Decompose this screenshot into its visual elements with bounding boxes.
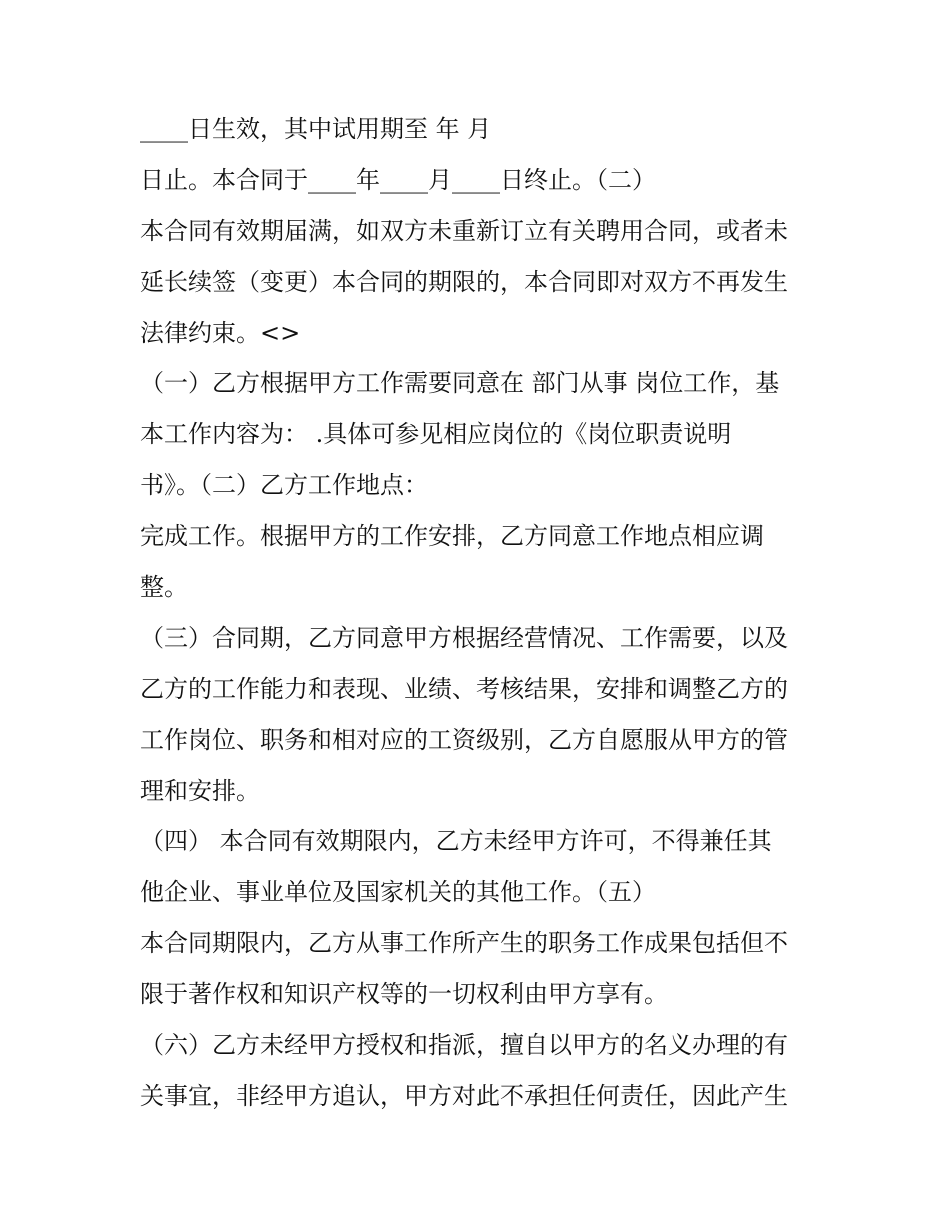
text-line: 他企业、事业单位及国家机关的其他工作。（五） <box>140 878 656 907</box>
text-line: 本合同期限内，乙方从事工作所产生的职务工作成果包括但不 <box>140 929 788 958</box>
text-line: （四） 本合同有效期限内，乙方未经甲方许可，不得兼任其 <box>140 827 772 856</box>
text-line: ____日生效，其中试用期至 年 月 <box>140 115 492 143</box>
contract-text <box>140 104 820 1122</box>
text-line: 乙方的工作能力和表现、业绩、考核结果，安排和调整乙方的 <box>140 674 788 703</box>
text-line: 完成工作。根据甲方的工作安排，乙方同意工作地点相应调 <box>140 522 764 551</box>
text-line: 法律约束。<> <box>140 318 301 347</box>
text-line: （三）合同期，乙方同意甲方根据经营情况、工作需要，以及 <box>140 623 788 652</box>
text-line: 本工作内容为： .具体可参见相应岗位的《岗位职责说明 <box>140 420 732 449</box>
text-line: 延长续签（变更）本合同的期限的，本合同即对双方不再发生 <box>140 267 788 296</box>
text-line: 书》。（二）乙方工作地点： <box>140 471 428 500</box>
text-line: 日止。本合同于____年____月____日终止。（二） <box>140 165 656 194</box>
text-line: 理和安排。 <box>140 776 260 805</box>
text-line: （六）乙方未经甲方授权和指派，擅自以甲方的名义办理的有 <box>140 1031 788 1060</box>
text-line: 限于著作权和知识产权等的一切权利由甲方享有。 <box>140 980 668 1009</box>
text-line: （一）乙方根据甲方工作需要同意在 部门从事 岗位工作，基 <box>140 369 780 398</box>
text-line: 本合同有效期届满，如双方未重新订立有关聘用合同，或者未 <box>140 216 788 245</box>
text-line: 工作岗位、职务和相对应的工资级别，乙方自愿服从甲方的管 <box>140 725 788 754</box>
text-line: 整。 <box>140 573 188 602</box>
text-line: 关事宜，非经甲方追认，甲方对此不承担任何责任，因此产生 <box>140 1081 788 1110</box>
